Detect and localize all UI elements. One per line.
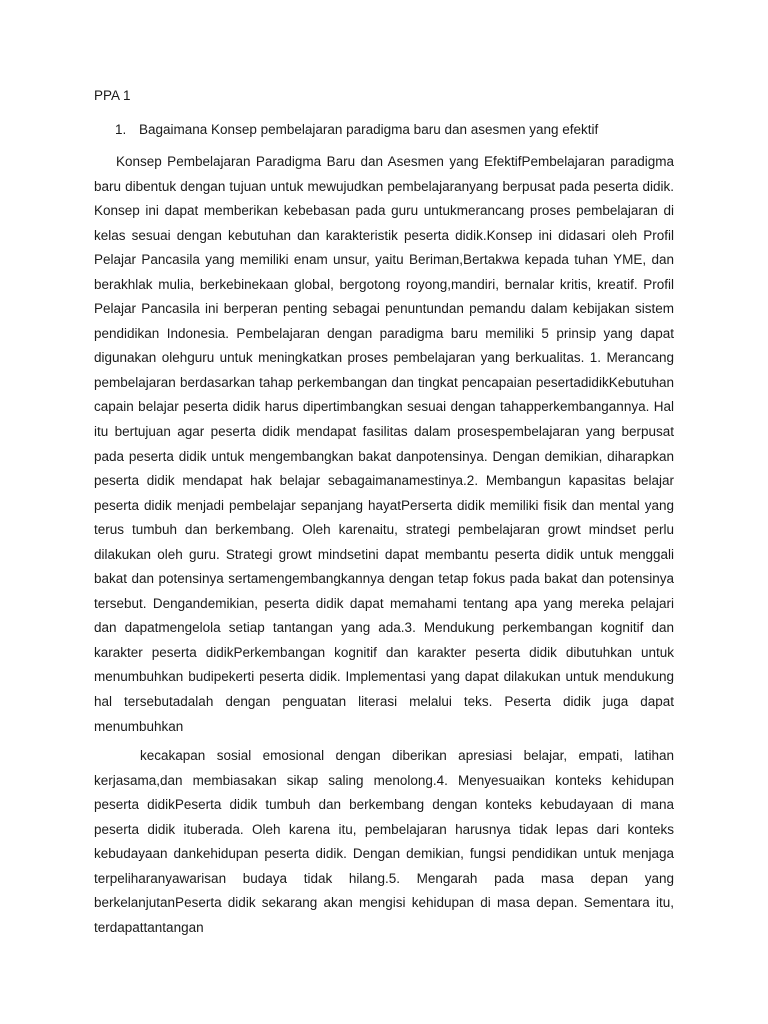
body-paragraph-1: Konsep Pembelajaran Paradigma Baru dan Asesmen yang EfektifPembelajaran paradigma baru dibentuk dengan tujuan untuk mewujudkan pembelajaranyang berpusat pada peserta didik. Konsep ini dapat memberikan kebebasan pada guru untukmerancang proses pembelajaran di kelas sesuai dengan kebutuhan dan karakteristik peserta didik.Konsep ini didasari oleh Profil Pelajar Pancasila yang memiliki enam unsur, yaitu Beriman,Bertakwa kepada tuhan YME, dan berakhlak mulia, berkebinekaan global, bergotong royong,mandiri, bernalar kritis, kreatif. Profil Pelajar Pancasila ini berperan penting sebagai penuntundan pemandu dalam kebijakan sistem pendidikan Indonesia. Pembelajaran dengan paradigma baru memiliki 5 prinsip yang dapat digunakan olehguru untuk meningkatkan proses pembelajaran yang berkualitas. 1. Merancang pembelajaran berdasarkan tahap perkembangan dan tingkat pencapaian pesertadidikKebutuhan capain belajar peserta didik harus dipertimbangkan sesuai dengan tahapperkembangannya. Hal itu bertujuan agar peserta didik mendapat fasilitas dalam prosespembelajaran yang berpusat pada peserta didik untuk mengembangkan bakat danpotensinya. Dengan demikian, diharapkan peserta didik mendapat hak belajar sebagaimanamestinya.2. Membangun kapasitas belajar peserta didik menjadi pembelajar sepanjang hayatPerserta didik memiliki fisik dan mental yang terus tumbuh dan berkembang. Oleh karenaitu, strategi pembelajaran growt mindset perlu dilakukan oleh guru. Strategi growt mindsetini dapat membantu peserta didik untuk menggali bakat dan potensinya sertamengembangkannya dengan tetap fokus pada bakat dan potensinya tersebut. Dengandemikian, peserta didik dapat memahami tentang apa yang mereka pelajari dan dapatmengelola setiap tantangan yang ada.3. Mendukung perkembangan kognitif dan karakter peserta didikPerkembangan kognitif dan karakter peserta didik dibutuhkan untuk menumbuhkan budipekerti peserta didik. Implementasi yang dapat dilakukan untuk mendukung hal tersebutadalah dengan penguatan literasi melalui teks. Peserta didik juga dapat menumbuhkan [94,154,674,734]
question-text: Bagaimana Konsep pembelajaran paradigma baru dan asesmen yang efektif [139,122,599,137]
document-heading: PPA 1 [94,88,131,103]
body-paragraph-2: kecakapan sosial emosional dengan diberikan apresiasi belajar, empati, latihan kerjasama,dan membiasakan sikap saling menolong.4. Menyesuaikan konteks kehidupan peserta didikPeserta didik tumbuh dan berkembang dengan konteks kebudayaan di mana peserta didik ituberada. Oleh karena itu, pembelajaran harusnya tidak lepas dari konteks kebudayaan dankehidupan peserta didik. Dengan demikian, fungsi pendidikan untuk menjaga terpeliharanyawarisan budaya tidak hilang.5. Mengarah pada masa depan yang berkelanjutanPeserta didik sekarang akan mengisi kehidupan di masa depan. Sementara itu, terdapattantangan [94,748,674,935]
question-number: 1. [115,122,127,137]
question-item [115,120,598,140]
